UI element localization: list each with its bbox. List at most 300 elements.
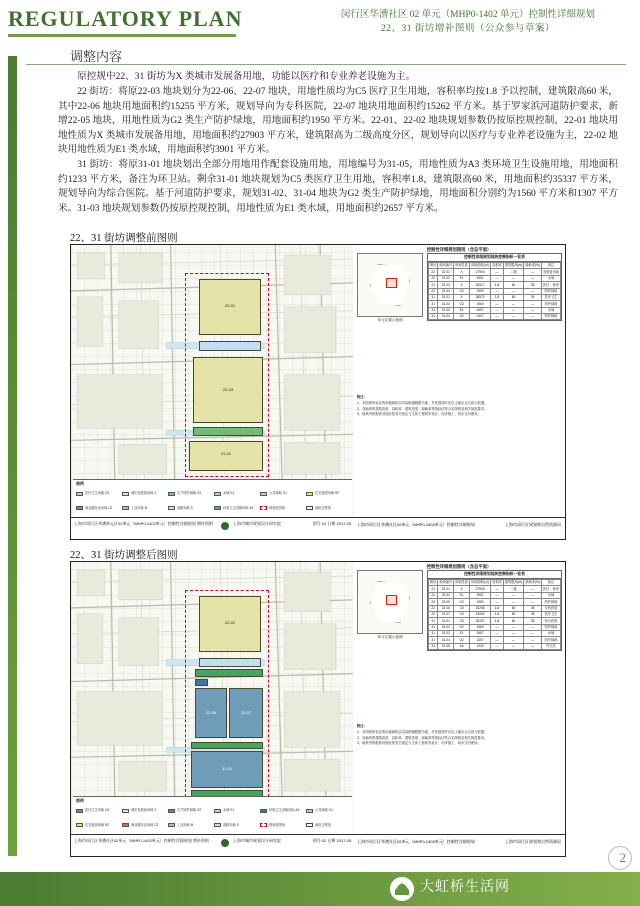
cell: — [491, 599, 504, 605]
title-block-left: 上海市闵行区华漕单元区02单元（MHP0-1402单元）控制性详细规划 增补图则 [74, 521, 213, 526]
legend-swatch-icon [260, 506, 267, 510]
legend-label: 道路用地 S [177, 505, 193, 510]
cell: 15255 [470, 605, 491, 611]
cell: X [454, 294, 470, 300]
cell: 综合医院 [541, 618, 560, 624]
cell: 发展备用地 [543, 269, 559, 274]
cell: 1950 [470, 288, 491, 294]
cell: 31-04 [438, 637, 454, 643]
data-footer-left: 上海市闵行区华漕社区02单元（MHP0-1402单元）控制性详细规划 [357, 839, 475, 844]
cell: E1 [454, 631, 470, 637]
legend-swatch-icon [122, 823, 129, 827]
legend-title: 图例 [76, 481, 84, 486]
legend-label: 公共绿地 G1 [269, 491, 287, 496]
page-number: 2 [619, 850, 626, 865]
cell: 35 [524, 605, 542, 611]
spine-bar [8, 56, 17, 856]
locator-map [357, 570, 423, 634]
cell: 防护绿地 [541, 288, 560, 294]
legend-item [260, 819, 303, 833]
cell: — [524, 288, 542, 294]
legend-label: 地块边界线 [315, 822, 331, 827]
cell: 22 [429, 605, 438, 611]
cell: 水域 [541, 631, 560, 637]
legend-item [260, 804, 303, 818]
legend-swatch-icon [214, 809, 221, 813]
cell: 27903 [470, 269, 491, 275]
legend-swatch-icon [306, 809, 313, 813]
legend-item [214, 487, 257, 501]
note-item: 3、地块内的配套设施应按有关规定与主体工程同步设计、同步施工、同步交付使用。 [357, 741, 481, 746]
cell: — [491, 643, 504, 649]
legend-item [122, 487, 165, 501]
title-underline [8, 34, 236, 37]
legend-item [122, 819, 165, 833]
legend-label: 环境卫生设施用地 A3 [223, 505, 254, 510]
cell: — [491, 314, 504, 320]
cell: G2 [454, 637, 470, 643]
legend-label: 地块边界线 [315, 505, 331, 510]
cell: 22-03 [438, 282, 454, 288]
cell: — [503, 637, 524, 643]
cell: 防护绿地 [541, 599, 560, 605]
legend-label: 医疗卫生用地 C5 [85, 491, 110, 496]
cell: E1 [454, 275, 470, 281]
footer-band [0, 872, 640, 906]
cell: 15262 [470, 611, 491, 617]
cell: — [524, 307, 542, 313]
legend-swatch-icon [122, 506, 129, 510]
cell: X [454, 586, 470, 592]
cell: 22-04 [438, 288, 454, 294]
legend-label: 工业用地 M [131, 505, 148, 510]
cell: — [503, 631, 524, 637]
cell: — [491, 637, 504, 643]
cell: 22 [429, 586, 438, 592]
title-block-right: 图号 01 日期 2017.05 [312, 521, 351, 526]
cell: E1 [454, 307, 470, 313]
parcel-22-04[interactable] [193, 427, 263, 436]
cell: 31 [429, 307, 438, 313]
cell: 22-06 [438, 605, 454, 611]
cell: — [524, 624, 542, 630]
legend-item [306, 487, 349, 501]
cell: 医疗、养老 [543, 586, 559, 591]
cell: — [503, 592, 524, 598]
cell: 31-03 [438, 307, 454, 313]
figure-2-legend [73, 796, 352, 834]
cell: 35 [524, 294, 542, 300]
cell: 35337 [470, 618, 491, 624]
locator-caption: 单元位置示意图 [377, 635, 403, 639]
col-header: 绿地率(%) [525, 263, 540, 268]
cell: 31 [429, 294, 438, 300]
legend-swatch-icon [260, 823, 267, 827]
cell: 3901 [470, 275, 491, 281]
section-divider [26, 64, 626, 65]
col-header: 备注 [541, 263, 560, 269]
cell: G2 [454, 314, 470, 320]
legend-label: 商业服务业用地 C2 [131, 822, 159, 827]
figure-1-notes [357, 395, 562, 418]
parcel-label-22-01: 22-01 [224, 620, 236, 625]
cell: 31-04 [438, 314, 454, 320]
cell: 35 [524, 611, 542, 617]
header-subtitle [308, 8, 628, 36]
cell: — [524, 599, 542, 605]
figure-1-data-panel [353, 245, 565, 539]
figure-2-data-panel [353, 562, 565, 856]
cell: 1.8 [491, 605, 504, 611]
cell: 22-07 [438, 611, 454, 617]
table-row [429, 643, 561, 649]
cell: 22 [429, 282, 438, 288]
cell: 22-02 [438, 592, 454, 598]
parcel-label-22-03: 22-03 [222, 387, 234, 392]
legend-swatch-icon [122, 492, 129, 496]
col-header: 建筑限高(m) [504, 580, 523, 585]
col-header: 绿地率(%) [525, 580, 540, 585]
legend-item [214, 502, 257, 516]
legend-label: 规划范围线 [269, 822, 285, 827]
col-header: 容积率 [492, 580, 502, 585]
cell: G2 [454, 599, 470, 605]
cell: — [491, 288, 504, 294]
cell: 医疗卫生 [541, 611, 560, 617]
cell: — [491, 586, 504, 592]
legend-swatch-icon [306, 823, 313, 827]
parcel-31-02[interactable] [191, 742, 263, 749]
cell: G2 [454, 288, 470, 294]
cell: — [491, 592, 504, 598]
cell: — [503, 288, 524, 294]
cell: 1233 [470, 643, 491, 649]
parcel-22-02[interactable] [199, 658, 261, 667]
cell: X [454, 282, 470, 288]
data-footer-right: 上海市闵行区规划和自然资源局 [505, 522, 561, 527]
data-panel-heading: 控制性详细规划图则（含总平面） [426, 564, 492, 569]
title-block-institute: 上海市城市规划设计研究院 [233, 838, 281, 843]
cell: 22 [429, 288, 438, 294]
cell: 2657 [470, 307, 491, 313]
cell: X [454, 269, 470, 275]
table-row [429, 314, 561, 320]
header-subtitle-line1: 闵行区华漕社区 02 单元（MHP0-1402 单元）控制性详细规划 [340, 10, 596, 20]
legend-item [306, 804, 349, 818]
cell: 1.8 [491, 618, 504, 624]
cell: 水域 [541, 275, 560, 281]
legend-label: 城市发展备用地 X [131, 491, 157, 496]
legend-label: 公共绿地 G1 [315, 808, 333, 813]
cell: C5 [454, 618, 470, 624]
cell: 31 [429, 631, 438, 637]
legend-swatch-icon [168, 823, 175, 827]
legend-item [168, 487, 211, 501]
legend-label: 道路用地 S [223, 822, 239, 827]
legend-label: 工业用地 M [177, 822, 194, 827]
cell: — [524, 586, 542, 592]
legend-swatch-icon [76, 809, 83, 813]
figure-2-notes [357, 724, 562, 747]
figure-2 [70, 561, 566, 857]
note-item: 3、地块内的配套设施应按有关规定与主体工程同步设计、同步施工、同步交付使用。 [357, 412, 481, 417]
cell: — [491, 269, 504, 275]
legend-label: 水域 E1 [223, 491, 235, 496]
cell: 31-01 [438, 294, 454, 300]
indicator-table [427, 253, 562, 321]
cell: — [524, 314, 542, 320]
figure-1-title-block [71, 517, 354, 539]
cell: — [491, 624, 504, 630]
legend-label: 城市发展备用地 X [131, 808, 157, 813]
title-block-institute: 上海市城市规划设计研究院 [233, 521, 281, 526]
cell: — [503, 275, 524, 281]
cell: 35 [524, 618, 542, 624]
cell: 水域 [541, 307, 560, 313]
cell: C5 [454, 605, 470, 611]
cell: 31 [429, 624, 438, 630]
legend-label: 生产防护绿地 G2 [177, 491, 202, 496]
parcel-label-22-06: 22-06 [205, 710, 217, 715]
cell: — [503, 643, 524, 649]
cell: 31 [429, 618, 438, 624]
section-header [26, 44, 626, 66]
brand-logo-icon [390, 877, 414, 901]
parcel-label-31-01: 31-01 [220, 451, 232, 456]
legend-label: 医疗卫生用地 C5 [85, 808, 110, 813]
locator-caption: 单元位置示意图 [377, 318, 403, 322]
cell: 环卫站 [541, 643, 560, 649]
cell: G2 [454, 301, 470, 307]
title-block-right: 图号 02 日期 2017.05 [312, 838, 351, 843]
cell: 22-01 [438, 269, 454, 275]
legend-item [168, 502, 211, 516]
parcel-31-05[interactable] [195, 679, 208, 686]
legend-swatch-icon [260, 492, 267, 496]
legend-item [214, 819, 257, 833]
cell: 防护绿地 [541, 624, 560, 630]
legend-item [168, 804, 211, 818]
indicator-table-title: 控制性详细规划地块控制指标一览表 [428, 254, 561, 262]
cell: 60 [503, 618, 524, 624]
legend-item [122, 804, 165, 818]
col-header: 街坊 [430, 580, 437, 585]
cell: 医疗、养老 [543, 282, 559, 287]
cell: 1560 [470, 624, 491, 630]
cell: 31-03 [438, 631, 454, 637]
legend-item [76, 804, 119, 818]
locator-highlight [386, 595, 397, 605]
cell: 31-05 [438, 643, 454, 649]
cell: 36570 [470, 294, 491, 300]
legend-item [214, 804, 257, 818]
figure-2-title-block [71, 834, 354, 856]
parcel-label-31-01: 31-01 [221, 766, 233, 771]
brand-name: 大虹桥生活网 [420, 880, 510, 895]
legend-swatch-icon [168, 506, 175, 510]
col-header: 备注 [541, 580, 560, 586]
figure-2-map [71, 562, 354, 856]
figure-1 [70, 244, 566, 540]
cell: 防护绿地 [541, 314, 560, 320]
parcel-31-01[interactable] [189, 441, 263, 471]
legend-swatch-icon [306, 492, 313, 496]
figure-1-data-footer [353, 517, 565, 539]
cell: 1950 [470, 599, 491, 605]
cell: G2 [454, 624, 470, 630]
cell: 60 [503, 282, 524, 288]
figure-1-map [71, 245, 354, 539]
note-item: 2、各地块的建筑高度、容积率、建筑密度、绿地率等指标应符合本图则及相关规范要求。 [357, 735, 488, 740]
col-header: 地块编号 [439, 263, 453, 268]
cell: 22 [429, 269, 438, 275]
legend-swatch-icon [76, 823, 83, 827]
cell: 35 [524, 282, 542, 288]
indicator-table [427, 570, 562, 651]
legend-item [260, 487, 303, 501]
legend-swatch-icon [214, 823, 221, 827]
figure-2-caption: 22、31 街坊调整后图则 [70, 550, 178, 561]
legend-item [260, 502, 303, 516]
cell: 22-01 [438, 586, 454, 592]
legend-swatch-icon [76, 506, 83, 510]
cell: 22 [429, 592, 438, 598]
legend-item [306, 502, 349, 516]
institute-logo-icon [221, 522, 229, 530]
cell: 22 [429, 275, 438, 281]
note-item: 1、本图则所标注的用地面积以实际勘测数据为准，开发建设时应以土地出让合同为依据。 [357, 400, 488, 405]
legend-items [76, 487, 349, 515]
legend-label: 商业服务业用地 C2 [85, 505, 113, 510]
cell: — [524, 631, 542, 637]
legend-item [76, 819, 119, 833]
col-header: 用地性质 [455, 580, 468, 585]
cell: 1307 [470, 637, 491, 643]
legend-item [76, 487, 119, 501]
legend-items [76, 804, 349, 832]
locator-highlight [386, 278, 397, 288]
legend-swatch-icon [168, 809, 175, 813]
col-header: 街坊 [430, 263, 437, 268]
cell: — [503, 599, 524, 605]
legend-label: 环境卫生设施用地 A3 [269, 808, 300, 813]
notes-title: 附注： [357, 395, 367, 399]
legend-swatch-icon [214, 506, 221, 510]
parcel-label-22-01: 22-01 [224, 303, 236, 308]
cell: 60 [503, 294, 524, 300]
cell: — [503, 307, 524, 313]
cell: 1.8 [491, 282, 504, 288]
legend-swatch-icon [260, 809, 267, 813]
legend-item [168, 819, 211, 833]
cell: 医疗卫生 [541, 294, 560, 300]
cell: 1.8 [491, 294, 504, 300]
parcel-label-22-07: 22-07 [240, 710, 252, 715]
legend-swatch-icon [76, 492, 83, 496]
data-footer-right: 上海市闵行区规划和自然资源局 [505, 839, 561, 844]
cell: A3 [454, 643, 470, 649]
cell: 22 [429, 611, 438, 617]
cell: — [491, 307, 504, 313]
locator-map [357, 253, 423, 317]
cell: — [524, 592, 542, 598]
legend-item [76, 502, 119, 516]
cell: 22-02 [438, 275, 454, 281]
cell: 31 [429, 301, 438, 307]
cell: — [503, 624, 524, 630]
indicator-table-title: 控制性详细规划地块控制指标一览表 [428, 571, 561, 579]
cell: E1 [454, 592, 470, 598]
paragraph-1: 原控规中22、31 街坊为X 类城市发展备用地，功能以医疗和专业养老设施为主。 [77, 71, 416, 82]
cell: 31-01 [438, 618, 454, 624]
parcel-22-02[interactable] [199, 341, 261, 351]
cell: — [524, 637, 542, 643]
cell: 3901 [470, 592, 491, 598]
cell: — [491, 631, 504, 637]
cell: 30517 [470, 282, 491, 288]
col-header: 用地面积(㎡) [471, 263, 490, 268]
cell: 31 [429, 637, 438, 643]
cell: 二级 [503, 269, 524, 275]
cell: 1307 [470, 314, 491, 320]
section-title: 调整内容 [70, 49, 123, 64]
legend-swatch-icon [214, 492, 221, 496]
cell: 22-05 [438, 599, 454, 605]
legend-swatch-icon [122, 809, 129, 813]
col-header: 用地性质 [455, 263, 468, 268]
institute-logo-icon [221, 839, 229, 847]
cell: — [503, 314, 524, 320]
title-block-left: 上海市闵行区华漕社区02单元（MHP0-1402单元）控制性详细规划 增补图则 [74, 838, 209, 843]
legend-title: 图例 [76, 798, 84, 803]
cell: — [491, 275, 504, 281]
legend-label: 水域 E1 [223, 808, 235, 813]
page-spine [0, 0, 26, 906]
figure-2-data-footer [353, 834, 565, 856]
legend-label: 生产防护绿地 G2 [177, 808, 202, 813]
cell: 60 [503, 611, 524, 617]
col-header: 用地面积(㎡) [471, 580, 490, 585]
data-footer-left: 上海市闵行区华漕社区02单元（MHP0-1402单元）控制性详细规划 [357, 522, 475, 527]
cell: — [524, 275, 542, 281]
cell: 27903 [470, 586, 491, 592]
cell: 1560 [470, 301, 491, 307]
legend-swatch-icon [168, 492, 175, 496]
cell: 防护绿地 [541, 637, 560, 643]
col-header: 地块编号 [439, 580, 453, 585]
col-header: 容积率 [492, 263, 502, 268]
cell: 60 [503, 605, 524, 611]
paragraph-3: 31 街坊：将原31-01 地块划出全部分用地用作配套设施用地，用地编号为31-05，用地性质为A3 类环境卫生设施用地，用地面积约1233 平方米，备注为环卫站。剩余31-01 地块规划为C5 类医疗卫生用地，容积率1.8，建筑限高60 米，用地面积约35337 平方米，规划导向为综合医院。基于河道防护要求，规划31-02、31-04 地块为G2 类生产防护绿地，用地面积分别约为1560 平方米和1307 平方米。31-03 地块规划参数仍按原控规控制，用地性质为E1 类水域，用地面积约2657 平方米。 [58, 159, 618, 214]
cell: 22 [429, 599, 438, 605]
cell: 31-02 [438, 624, 454, 630]
page-footer [0, 856, 640, 906]
cell: 水域 [541, 592, 560, 598]
figure-1-caption: 22、31 街坊调整前图则 [70, 233, 178, 244]
cell: — [491, 301, 504, 307]
header-subtitle-line2: 22、31 街坊增补图则（公众参与草案） [381, 24, 555, 34]
cell: 2657 [470, 631, 491, 637]
paragraph-2: 22 街坊：将原22-03 地块划分为22-06、22-07 地块，用地性质均为C5 医疗卫生用地，容积率均按1.8 予以控制，建筑限高60 米，其中22-06 地块用地面积约15255 平方米，规划导向为专科医院，22-07 地块用地面积约15262 平方米。基于罗家浜河道防护要求，新增22-05 地块，用地性质为G2 类生产防护绿地，用地面积约1950 平方米。22-01、22-02 地块规划参数仍按原控规控制，22-01 地块用地性质为X 类城市发展备用地，用地面积约27903 平方米，建筑限高为二级高度分区，规划导向以医疗与专业养老设施为主，22-02 地块用地性质为E1 类水域，用地面积约3901 平方米。 [58, 86, 618, 156]
legend-item [306, 819, 349, 833]
data-panel-heading: 控制性详细规划图则（含总平面） [426, 247, 492, 252]
parcel-22-05[interactable] [195, 669, 263, 677]
cell: 防护绿地 [541, 301, 560, 307]
notes-title: 附注： [357, 724, 367, 728]
cell: 二级 [503, 586, 524, 592]
legend-label: 住宅组团用地 R2 [85, 822, 110, 827]
legend-item [122, 502, 165, 516]
